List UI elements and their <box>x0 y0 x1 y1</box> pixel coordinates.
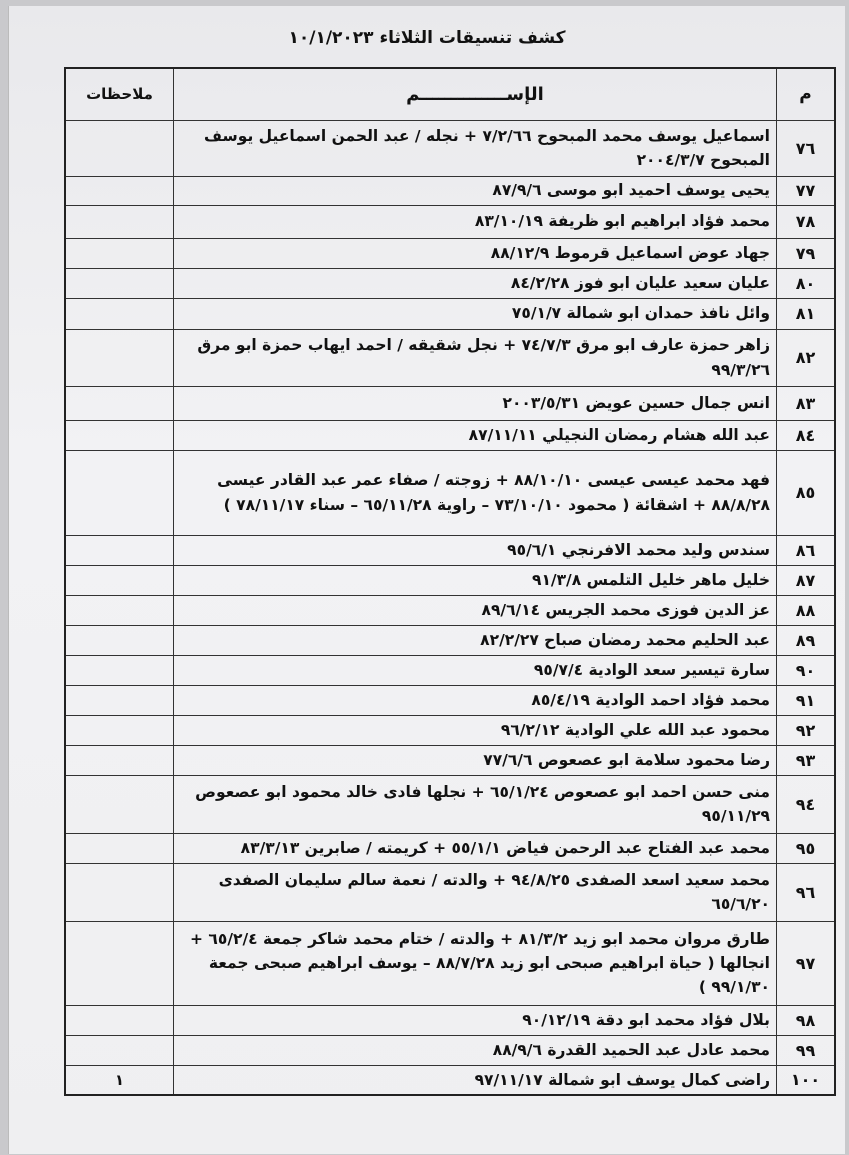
table-row <box>65 450 835 535</box>
row-name: محمد فؤاد احمد الوادية ٨٥/٤/١٩ <box>174 685 777 715</box>
row-name: عليان سعيد عليان ابو فوز ٨٤/٢/٢٨ <box>174 268 777 298</box>
row-number: ٨٣ <box>777 386 836 420</box>
table-row <box>65 745 835 775</box>
row-name: راضى كمال يوسف ابو شمالة ٩٧/١١/١٧ <box>174 1065 777 1095</box>
document-title: كشف تنسيقات الثلاثاء ١٠/١/٢٠٢٣ <box>288 28 566 48</box>
row-number: ٩٥ <box>777 833 836 863</box>
row-name: محمود عبد الله علي الوادية ٩٦/٢/١٢ <box>174 715 777 745</box>
row-notes <box>65 863 174 921</box>
table-row <box>65 685 835 715</box>
row-notes <box>65 1005 174 1035</box>
row-number: ٧٨ <box>777 205 836 238</box>
table-row <box>65 120 835 176</box>
table-row <box>65 298 835 329</box>
row-name: اسماعيل يوسف محمد المبحوح ٧/٢/٦٦ + نجله / عبد الحمن اسماعيل يوسف المبحوح ٢٠٠٤/٣/٧ <box>174 120 777 176</box>
row-notes <box>65 921 174 1005</box>
row-notes <box>65 833 174 863</box>
row-number: ٧٧ <box>777 176 836 205</box>
row-notes <box>65 298 174 329</box>
row-name: رضا محمود سلامة ابو عصعوص ٧٧/٦/٦ <box>174 745 777 775</box>
row-notes <box>65 565 174 595</box>
row-number: ١٠٠ <box>777 1065 836 1095</box>
row-number: ٨٢ <box>777 329 836 386</box>
row-number: ٨٦ <box>777 535 836 565</box>
table-row <box>65 535 835 565</box>
row-name: سندس وليد محمد الافرنجي ٩٥/٦/١ <box>174 535 777 565</box>
table-row <box>65 715 835 745</box>
table-row <box>65 921 835 1005</box>
table-row <box>65 176 835 205</box>
row-notes <box>65 176 174 205</box>
row-number: ٨٥ <box>777 450 836 535</box>
names-table <box>64 67 836 1096</box>
table-row <box>65 386 835 420</box>
row-notes <box>65 535 174 565</box>
row-name: خليل ماهر خليل التلمس ٩١/٣/٨ <box>174 565 777 595</box>
table-row <box>65 1035 835 1065</box>
row-name: عبد الله هشام رمضان النجيلي ٨٧/١١/١١ <box>174 420 777 450</box>
table-row <box>65 205 835 238</box>
row-number: ٩٧ <box>777 921 836 1005</box>
row-name: منى حسن احمد ابو عصعوص ٦٥/١/٢٤ + نجلها فادى خالد محمود ابو عصعوص ٩٥/١١/٢٩ <box>174 775 777 833</box>
row-number: ٨٤ <box>777 420 836 450</box>
row-name: عز الدين فوزى محمد الجريس ٨٩/٦/١٤ <box>174 595 777 625</box>
table-header-row <box>65 68 835 120</box>
row-name: يحيى يوسف احميد ابو موسى ٨٧/٩/٦ <box>174 176 777 205</box>
table-row <box>65 420 835 450</box>
paper-sheet <box>8 6 845 1154</box>
row-notes <box>65 625 174 655</box>
row-name: عبد الحليم محمد رمضان صباح ٨٢/٢/٢٧ <box>174 625 777 655</box>
row-number: ٧٦ <box>777 120 836 176</box>
row-number: ٨٩ <box>777 625 836 655</box>
row-notes <box>65 120 174 176</box>
row-number: ٨١ <box>777 298 836 329</box>
table-row <box>65 833 835 863</box>
row-notes: ١ <box>65 1065 174 1095</box>
row-notes <box>65 450 174 535</box>
row-number: ٩٢ <box>777 715 836 745</box>
row-notes <box>65 329 174 386</box>
row-number: ٨٧ <box>777 565 836 595</box>
table-row <box>65 1065 835 1095</box>
row-notes <box>65 685 174 715</box>
row-name: سارة تيسير سعد الوادية ٩٥/٧/٤ <box>174 655 777 685</box>
row-notes <box>65 420 174 450</box>
table-row <box>65 863 835 921</box>
row-notes <box>65 715 174 745</box>
row-name: محمد سعيد اسعد الصفدى ٩٤/٨/٢٥ + والدته / نعمة سالم سليمان الصفدى ٦٥/٦/٢٠ <box>174 863 777 921</box>
row-name: فهد محمد عيسى عيسى ٨٨/١٠/١٠ + زوجته / صفاء عمر عبد القادر عيسى ٨٨/٨/٢٨ + اشقائة ( محمود ٧٣/١٠/١٠ – راوية ٦٥/١١/٢٨ – سناء ٧٨/١١/١٧ ) <box>174 450 777 535</box>
table-row <box>65 329 835 386</box>
row-name: انس جمال حسين عويض ٢٠٠٣/٥/٣١ <box>174 386 777 420</box>
row-name: بلال فؤاد محمد ابو دقة ٩٠/١٢/١٩ <box>174 1005 777 1035</box>
row-name: محمد فؤاد ابراهيم ابو ظريفة ٨٣/١٠/١٩ <box>174 205 777 238</box>
table-row <box>65 775 835 833</box>
row-name: محمد عبد الفتاح عبد الرحمن فياض ٥٥/١/١ + كريمته / صابرين ٨٣/٣/١٣ <box>174 833 777 863</box>
row-notes <box>65 745 174 775</box>
row-name: محمد عادل عبد الحميد القدرة ٨٨/٩/٦ <box>174 1035 777 1065</box>
row-notes <box>65 775 174 833</box>
table-row <box>65 625 835 655</box>
row-notes <box>65 1035 174 1065</box>
column-header-notes: ملاحظات <box>65 68 174 120</box>
row-number: ٩١ <box>777 685 836 715</box>
row-name: طارق مروان محمد ابو زيد ٨١/٣/٢ + والدته / ختام محمد شاكر جمعة ٦٥/٢/٤ + انجالها ( حياة ابراهيم صبحى ابو زيد ٨٨/٧/٢٨ – يوسف ابراهيم صبحى جمعة ٩٩/١/٣٠ ) <box>174 921 777 1005</box>
row-notes <box>65 268 174 298</box>
row-name: وائل نافذ حمدان ابو شمالة ٧٥/١/٧ <box>174 298 777 329</box>
row-notes <box>65 655 174 685</box>
table-row <box>65 1005 835 1035</box>
row-notes <box>65 386 174 420</box>
row-name: جهاد عوض اسماعيل قرموط ٨٨/١٢/٩ <box>174 238 777 268</box>
row-notes <box>65 205 174 238</box>
row-number: ٩٣ <box>777 745 836 775</box>
table-row <box>65 595 835 625</box>
table-row <box>65 565 835 595</box>
table-row <box>65 268 835 298</box>
row-number: ٩٩ <box>777 1035 836 1065</box>
table-row <box>65 655 835 685</box>
row-number: ٩٨ <box>777 1005 836 1035</box>
column-header-number: م <box>777 68 836 120</box>
row-number: ٧٩ <box>777 238 836 268</box>
row-number: ٩٤ <box>777 775 836 833</box>
row-notes <box>65 238 174 268</box>
row-name: زاهر حمزة عارف ابو مرق ٧٤/٧/٣ + نجل شقيقه / احمد ايهاب حمزة ابو مرق ٩٩/٣/٢٦ <box>174 329 777 386</box>
row-number: ٩٠ <box>777 655 836 685</box>
row-number: ٨٠ <box>777 268 836 298</box>
table-row <box>65 238 835 268</box>
table-body <box>65 120 835 1095</box>
row-number: ٨٨ <box>777 595 836 625</box>
row-number: ٩٦ <box>777 863 836 921</box>
column-header-name: الإســــــــــــــم <box>174 68 777 120</box>
row-notes <box>65 595 174 625</box>
